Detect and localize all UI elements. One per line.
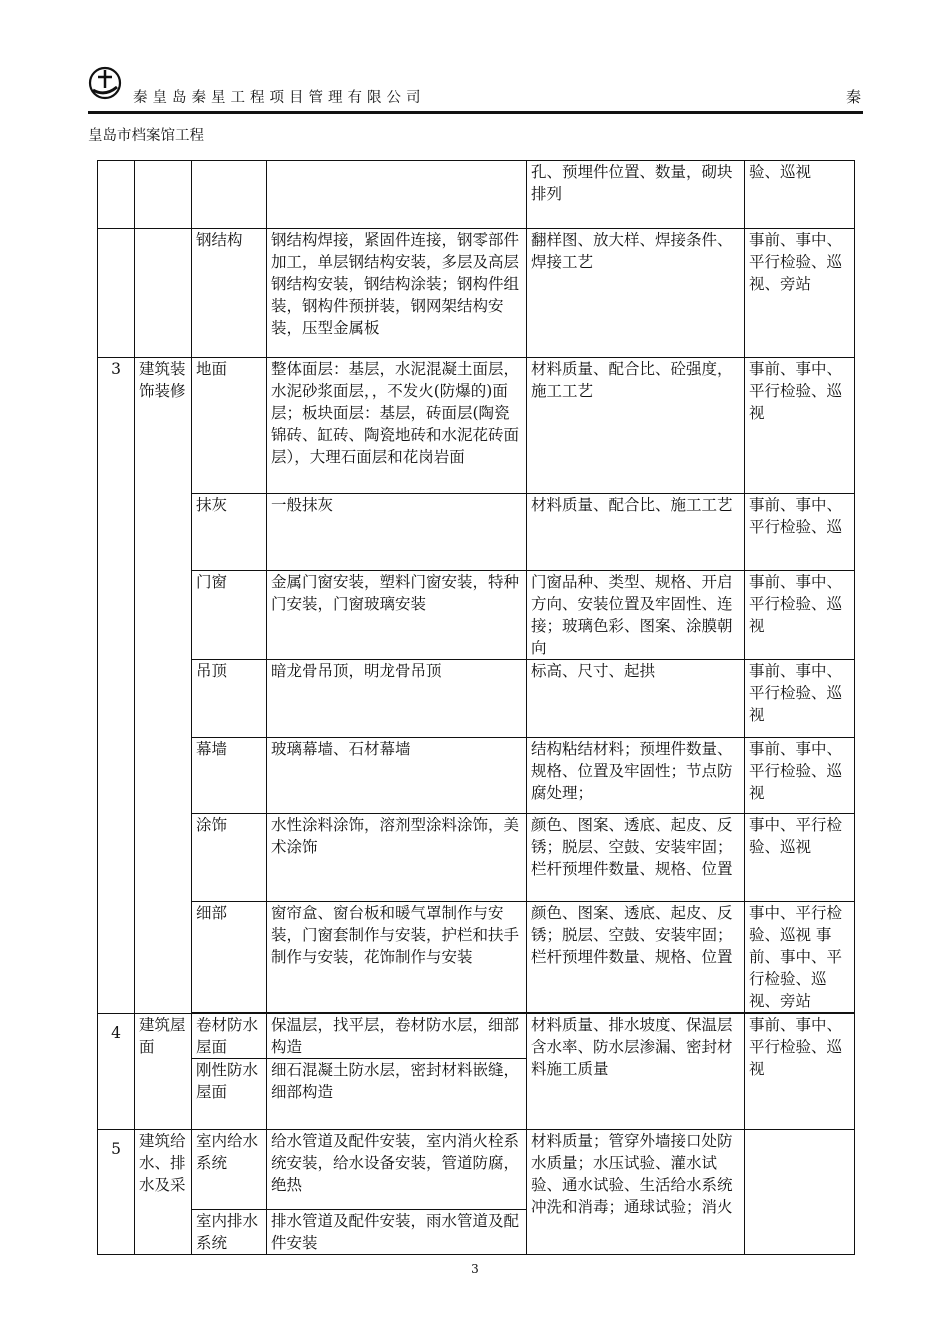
check-points: 孔、预埋件位置、数量，砌块排列 [527,161,745,229]
work-content: 窗帘盒、窗台板和暖气罩制作与安装，门窗套制作与安装，护栏和扶手制作与安装，花饰制作与安装 [267,902,527,1014]
sub-item: 室内排水系统 [192,1209,267,1254]
control-method: 事前、事中、平行检验、巡 [745,494,855,571]
sub-item-spacer [192,1103,267,1129]
sub-item: 卷材防水屋面 [192,1013,267,1059]
work-content: 暗龙骨吊顶，明龙骨吊顶 [267,660,527,738]
col-section [135,229,192,358]
check-points: 结构粘结材料；预埋件数量、规格、位置及牢固性；节点防腐处理； [527,738,745,814]
control-method: 事前、事中、平行检验、巡视 [745,738,855,814]
control-method: 事中、平行检验、巡视 [745,814,855,902]
table-row [98,571,855,660]
check-points: 材料质量、配合比、砼强度，施工工艺 [527,358,745,494]
check-points: 翻样图、放大样、焊接条件、焊接工艺 [527,229,745,358]
work-content: 一般抹灰 [267,494,527,571]
header-right-text: 秦 [845,88,861,106]
table-row [98,161,855,229]
work-content: 细石混凝土防水层，密封材料嵌缝，细部构造 [267,1059,527,1104]
section-name: 建筑装饰装修 [135,358,192,1014]
control-method: 事中、平行检验、巡视 事前、事中、平行检验、巡视、旁站 [745,902,855,1014]
section-number: 4 [98,1013,135,1129]
check-points: 颜色、图案、透底、起皮、反锈；脱层、空鼓、安装牢固；栏杆预埋件数量、规格、位置 [527,814,745,902]
section-name: 建筑屋面 [135,1013,192,1129]
table-row [98,902,855,1014]
col-sub [192,161,267,229]
sub-item: 地面 [192,358,267,494]
control-method: 验、巡视 [745,161,855,229]
control-method: 事前、事中、平行检验、巡视 [745,571,855,660]
table-row [98,1129,855,1209]
sub-item: 吊顶 [192,660,267,738]
col-content [267,161,527,229]
table-row [98,1013,855,1059]
page-number: 3 [471,1262,479,1276]
control-method: 事前、事中、平行检验、巡视 [745,660,855,738]
section-number: 5 [98,1129,135,1254]
sub-item: 抹灰 [192,494,267,571]
table-row [98,814,855,902]
control-method [745,1129,855,1254]
sub-item: 门窗 [192,571,267,660]
check-points: 材料质量；管穿外墙接口处防水质量；水压试验、灌水试验、通水试验、生活给水系统冲洗和消毒；通球试验；消火 [527,1129,745,1254]
col-num [98,161,135,229]
work-content: 钢结构焊接，紧固件连接，钢零部件加工，单层钢结构安装，多层及高层钢结构安装，钢结构涂装；钢构件组装，钢构件预拼装，钢网架结构安装，压型金属板 [267,229,527,358]
page-header [88,66,863,112]
work-content: 金属门窗安装，塑料门窗安装，特种门安装，门窗玻璃安装 [267,571,527,660]
check-points: 门窗品种、类型、规格、开启方向、安装位置及牢固性、连接；玻璃色彩、图案、涂膜朝向 [527,571,745,660]
company-logo-icon [88,66,122,100]
table-row [98,229,855,358]
work-content: 水性涂料涂饰，溶剂型涂料涂饰，美术涂饰 [267,814,527,902]
col-num [98,229,135,358]
control-method: 事前、事中、平行检验、巡视 [745,358,855,494]
sub-item: 涂饰 [192,814,267,902]
work-content: 玻璃幕墙、石材幕墙 [267,738,527,814]
section-number: 3 [98,358,135,1014]
check-points: 标高、尺寸、起拱 [527,660,745,738]
work-content: 排水管道及配件安装，雨水管道及配件安装 [267,1209,527,1254]
project-title: 皇岛市档案馆工程 [88,128,204,144]
control-method: 事前、事中、平行检验、巡视、旁站 [745,229,855,358]
sub-item: 细部 [192,902,267,1014]
work-content-spacer [267,1103,527,1129]
work-content: 保温层，找平层，卷材防水层，细部构造 [267,1013,527,1059]
check-points: 材料质量、配合比、施工工艺 [527,494,745,571]
quality-control-table [97,160,855,1255]
table-row [98,660,855,738]
table-row [98,738,855,814]
table-row [98,494,855,571]
work-content: 整体面层：基层，水泥混凝土面层，水泥砂浆面层，，不发火(防爆的)面层；板块面层：基层，砖面层(陶瓷锦砖、缸砖、陶瓷地砖和水泥花砖面层），大理石面层和花岗岩面 [267,358,527,494]
company-name: 秦皇岛秦星工程项目管理有限公司 [133,90,426,106]
control-method: 事前、事中、平行检验、巡视 [745,1013,855,1129]
sub-item: 室内给水系统 [192,1129,267,1209]
check-points: 颜色、图案、透底、起皮、反锈；脱层、空鼓、安装牢固；栏杆预埋件数量、规格、位置 [527,902,745,1014]
section-name: 建筑给水、排水及采 [135,1129,192,1254]
sub-item: 钢结构 [192,229,267,358]
sub-item: 幕墙 [192,738,267,814]
col-section [135,161,192,229]
header-rule [88,111,863,114]
work-content: 给水管道及配件安装，室内消火栓系统安装，给水设备安装，管道防腐，绝热 [267,1129,527,1209]
check-points: 材料质量、排水坡度、保温层含水率、防水层渗漏、密封材料施工质量 [527,1013,745,1129]
table-row [98,358,855,494]
sub-item: 刚性防水屋面 [192,1059,267,1104]
